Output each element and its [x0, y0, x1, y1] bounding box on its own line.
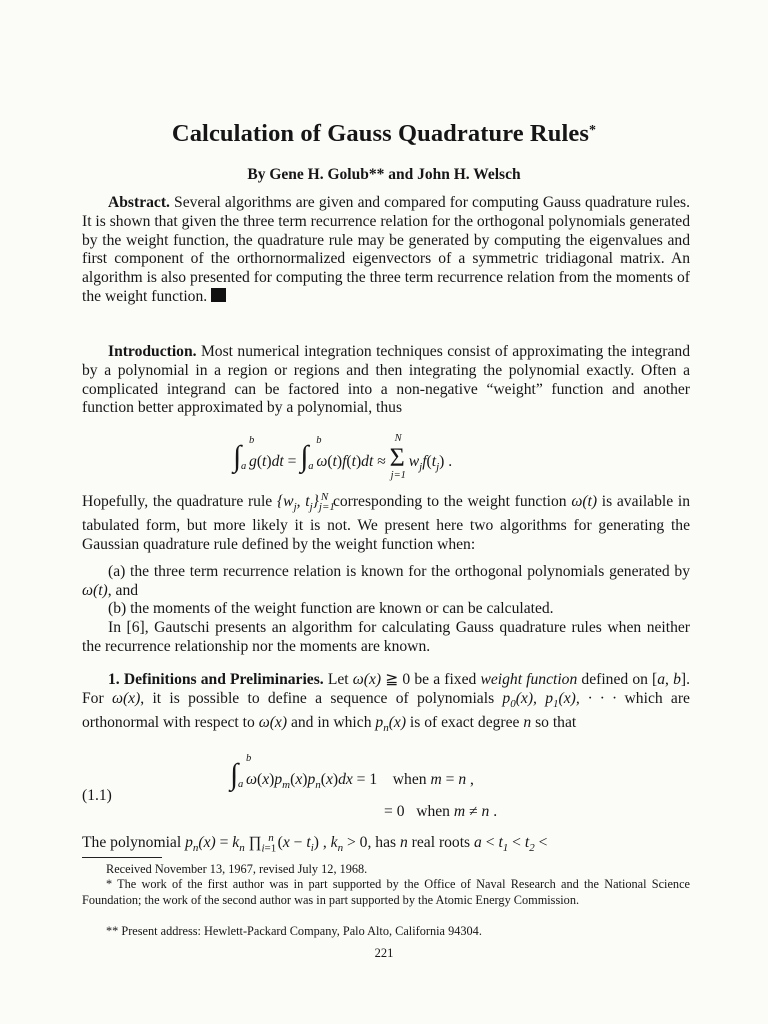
end-of-abstract-mark: [211, 288, 226, 302]
omega-x-symbol: ω(x): [258, 713, 288, 731]
polynomial-sequence-symbol: $p_0(x)$, $p_1(x)$, · · ·: [502, 689, 617, 710]
section1-text-h: is of exact degree: [409, 713, 520, 731]
footnote-rule: [82, 857, 162, 858]
footnote-address: ** Present address: Hewlett-Packard Company, Palo Alto, California 94304.: [106, 924, 482, 938]
item-b-paragraph: (b) the moments of the weight function are known or can be calculated.: [108, 600, 554, 617]
polynomial-line: The polynomial $p_n(x) = k_n$ $\prod_{i=1}^n$ $(x - t_i)$ , $k_n > 0$, has n real roots $a < t_1 < t_2$ <: [82, 832, 548, 855]
when-label: when: [392, 771, 427, 788]
equation-number: (1.1): [82, 787, 112, 804]
weight-function-term: weight function: [480, 671, 578, 688]
page-number: 221: [374, 946, 394, 960]
introduction-text: Most numerical integration techniques consist of approximating the integrand by a polynomial in a region or regions and then integrating the polynomial exactly. Often a complicated integrand can be factored into a non-negative “weight” function and another function better approximated by a polynomial, thus: [82, 343, 690, 417]
footnote-received: Received November 13, 1967, revised July 12, 1968.: [106, 862, 368, 876]
section1-text-f: which are orthonormal with respect to: [82, 689, 690, 731]
section1-text-g: and in which: [290, 713, 372, 731]
when-label: when: [416, 803, 450, 820]
omega-t-symbol: ω(t): [571, 493, 598, 511]
section1-text-a: Let: [327, 671, 349, 688]
section1-text-b: be a fixed: [414, 671, 477, 688]
footnote-first-author: * The work of the first author was in part supported by the Office of Naval Research and the National Science Foundation; the work of the second author was in part supported by the Atomic Energy Commission.: [82, 877, 690, 907]
abstract-paragraph: [82, 194, 690, 307]
pn-x-symbol: $p_n(x)$: [375, 713, 407, 734]
hopefully-text-b: corresponding to the weight function: [332, 493, 567, 511]
omega-x-symbol: ω(x): [111, 689, 141, 707]
paper-title: [0, 120, 768, 148]
polynomial-text-c: real roots: [411, 834, 471, 852]
item-a-paragraph: [82, 563, 690, 601]
section1-paragraph: 1. Definitions and Preliminaries. Let ω(x) ≧ 0 be a fixed weight function defined on [a, b]. For ω(x), it is possible to define a sequence of polynomials $p_0(x)$, $p_1(x)$, · · · which are orthonormal with respect to ω(x) and in which $p_n(x)$ is of exact degree n so that: [82, 671, 690, 734]
introduction-heading: Introduction.: [108, 343, 197, 360]
hopefully-paragraph: [82, 488, 690, 555]
item-a-text: (a) the three term recurrence relation is known for the orthogonal polynomials generated by: [108, 563, 690, 580]
abstract-heading: Abstract.: [108, 194, 170, 211]
omega-t-symbol: ω(t): [82, 581, 108, 599]
polynomial-text-a: The polynomial: [82, 834, 182, 852]
rule-set-symbol: {$w_j$, $t_j\}_{j=1}^N$: [276, 491, 335, 514]
title-footnote-mark: *: [588, 123, 597, 138]
polynomial-text-b: , has: [367, 834, 397, 852]
item-a-end: , and: [107, 581, 139, 599]
hopefully-text-c: is available in tabulated form, but more likely it is not. We present here two algorithms for generating the Gaussian quadrature rule defined by the weight function when:: [82, 493, 690, 553]
orthonormality-equation-line2: = 0 when m ≠ n .: [384, 803, 498, 820]
section1-text-i: so that: [535, 713, 577, 731]
author-line: By Gene H. Golub** and John H. Welsch: [247, 166, 521, 183]
section1-text-e: , it is possible to define a sequence of polynomials: [140, 689, 495, 707]
section1-text-d: . For: [82, 671, 690, 707]
omega-x-symbol: ω(x): [352, 671, 382, 688]
introduction-paragraph: [82, 343, 690, 418]
section1-heading: 1. Definitions and Preliminaries.: [108, 671, 324, 688]
gautschi-paragraph: In [6], Gautschi presents an algorithm for calculating Gauss quadrature rules when neither the recurrence relationship nor the moments are known.: [82, 619, 690, 655]
abstract-text: Several algorithms are given and compared for computing Gauss quadrature rules. It is shown that given the three term recurrence relation for the orthogonal polynomials generated by the weight function, the quadrature rule may be generated by computing the eigenvalues and first component of the orthornormalized eigenvectors of a symmetric tridiagonal matrix. An algorithm is also presented for computing the three term recurrence relation from the moments of the weight function.: [82, 194, 690, 305]
hopefully-text-a: Hopefully, the quadrature rule: [82, 493, 273, 511]
quadrature-equation: ∫ b a g(t)dt = ∫ b a ω(t)f(t)dt ≈ Σ N j=1 $w_jf(t_j)$ .: [233, 433, 453, 481]
orthonormality-equation-line1: ∫ b a $\omega(x)p_m(x)p_n(x)dx = 1$ when m = n ,: [230, 753, 474, 792]
title-text: Calculation of Gauss Quadrature Rules: [171, 120, 589, 147]
section1-text-c: defined on: [581, 671, 648, 688]
